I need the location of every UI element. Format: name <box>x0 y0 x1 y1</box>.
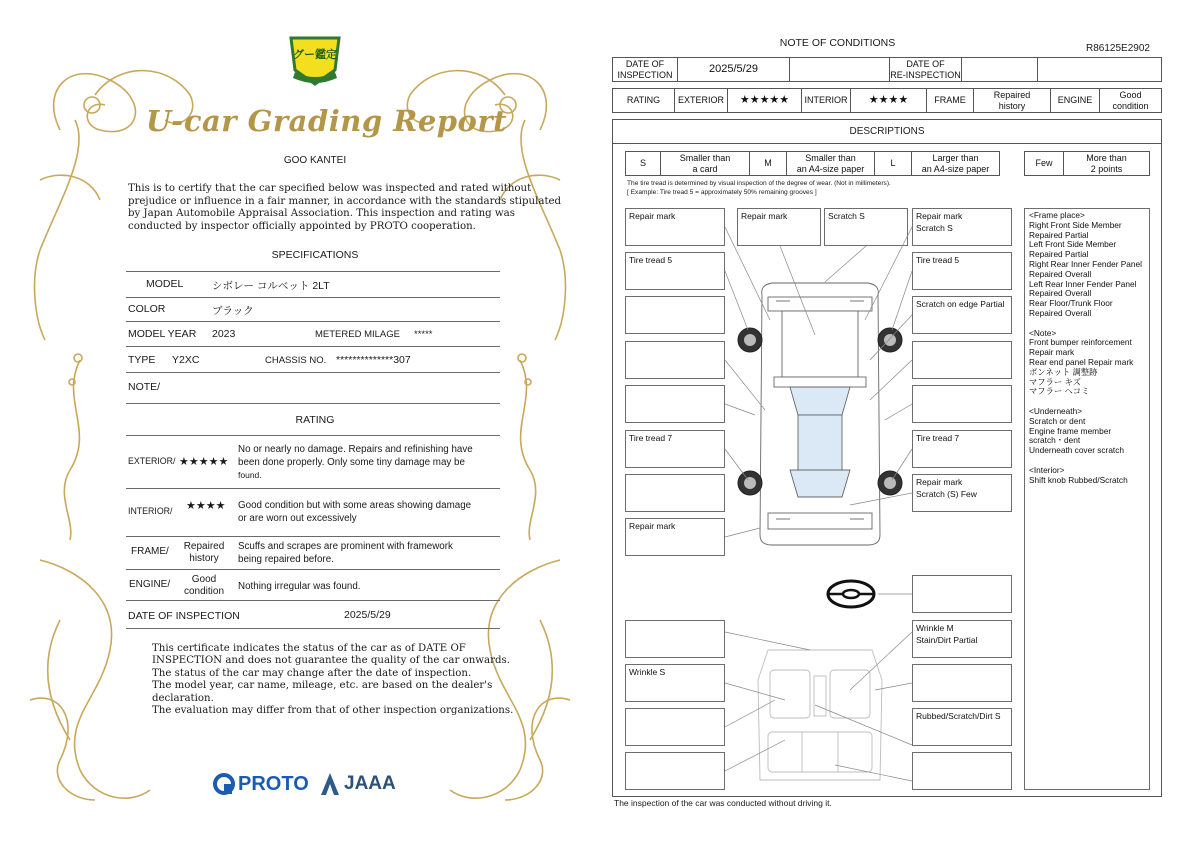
mileage-label: METERED MILAGE <box>315 329 400 340</box>
frame-value <box>176 541 232 565</box>
note-line: Underneath cover scratch <box>1029 445 1125 456</box>
reinspection-label-line: DATE OF <box>906 59 945 69</box>
footer-line: This certificate indicates the status of the car as of DATE OF <box>152 643 466 654</box>
box-line: Stain/Dirt Partial <box>916 634 978 645</box>
exterior-stars-cell: ★★★★★ <box>727 88 802 113</box>
frame-label: FRAME/ <box>131 546 169 557</box>
divider <box>126 488 500 489</box>
legend-line: an A4-size paper <box>796 163 865 174</box>
report-subtitle: GOO KANTEI <box>283 155 347 166</box>
color-label: COLOR <box>128 303 166 315</box>
divider <box>126 372 500 373</box>
intro-text <box>128 183 562 233</box>
box-line: Tire tread 5 <box>916 255 960 265</box>
legend-line: a card <box>692 163 718 174</box>
desc-line: found. <box>238 470 262 480</box>
model-year-label: MODEL YEAR <box>128 328 197 340</box>
note-line: Left Front Side Member <box>1029 239 1117 250</box>
exterior-description <box>238 444 503 482</box>
footer-line: The status of the car may change after the date of inspection. <box>152 667 472 679</box>
box-line: Repair mark <box>629 211 676 221</box>
desc-line: Good condition but with some areas showing damage <box>238 500 472 511</box>
footer-line: The evaluation may differ from that of other inspection organizations. <box>152 705 514 717</box>
note-line: Engine frame member <box>1029 425 1112 436</box>
proto-mark-icon <box>212 772 236 796</box>
note-line: scratch・dent <box>1029 435 1081 446</box>
legend-line: Smaller than <box>805 153 856 163</box>
legend-line: an A4-size paper <box>921 163 990 174</box>
box-line: Wrinkle S <box>629 667 666 677</box>
tire-note-line: The tire tread is determined by visual inspection of the degree of wear. (Not in millimeters). <box>627 180 891 187</box>
intro-line: conducted by inspector officially appointed by PROTO cooperation. <box>128 220 476 232</box>
exterior-label-cell: EXTERIOR <box>674 88 728 113</box>
badge-text: グー鑑定 <box>293 48 337 61</box>
divider <box>126 346 500 347</box>
certificate-footer <box>152 643 512 717</box>
interior-label: INTERIOR/ <box>128 506 173 516</box>
type-label: TYPE <box>128 354 156 366</box>
note-line: マフラー ヘコミ <box>1029 386 1090 397</box>
legend-key-s: S <box>625 151 661 176</box>
divider <box>126 297 500 298</box>
few-line: 2 points <box>1090 163 1123 174</box>
intro-line: prejudice or influence in a fair manner, in accordance with the standards stipulated <box>128 195 562 207</box>
frame-value-line: Repaired <box>993 90 1031 100</box>
legend-line: Smaller than <box>679 153 731 163</box>
note-line: Shift knob Rubbed/Scratch <box>1029 474 1128 485</box>
desc-line: been done properly. Only some tiny damage may be <box>238 456 465 468</box>
box-line: Repair mark <box>916 211 963 221</box>
box-line: Wrinkle M <box>916 623 954 633</box>
type-value: Y2XC <box>172 354 200 366</box>
frame-description <box>238 541 503 566</box>
goo-kantei-badge <box>287 32 343 88</box>
report-id: R86125E2902 <box>1086 43 1150 54</box>
interior-description <box>238 500 503 525</box>
exterior-label: EXTERIOR/ <box>128 456 176 466</box>
footer-line: declaration. <box>152 692 214 704</box>
divider <box>126 435 500 436</box>
desc-line: Scuffs and scrapes are prominent with framework <box>238 541 453 552</box>
date-label: DATE OF INSPECTION <box>128 610 240 622</box>
footer-line: The model year, car name, mileage, etc. are based on the dealer's <box>152 680 493 692</box>
divider <box>126 569 500 570</box>
divider <box>126 536 500 537</box>
note-line: Rear Floor/Trunk Floor <box>1029 298 1113 309</box>
note-line: Repaired Overall <box>1029 288 1092 299</box>
date-label-line: DATE OF <box>625 59 665 69</box>
note-line: <Interior> <box>1029 464 1065 475</box>
note-line: <Note> <box>1029 327 1057 338</box>
box-line: Repair mark <box>916 477 963 487</box>
note-line: Right Rear Inner Fender Panel <box>1029 258 1142 269</box>
note-line: Left Rear Inner Fender Panel <box>1029 278 1137 289</box>
descriptions-heading: DESCRIPTIONS <box>849 126 925 137</box>
engine-description: Nothing irregular was found. <box>238 581 361 592</box>
note-line: <Frame place> <box>1029 210 1085 220</box>
interior-stars-cell: ★★★★ <box>850 88 927 113</box>
note-line: マフラー キズ <box>1029 376 1081 387</box>
date-value: 2025/5/29 <box>344 609 391 621</box>
box-line: Repair mark <box>741 211 788 221</box>
desc-line: or are worn out excessively <box>238 512 357 524</box>
frame-value-line: history <box>998 100 1026 111</box>
note-line: Repaired Overall <box>1029 307 1092 318</box>
note-line: Right Front Side Member <box>1029 219 1122 230</box>
tire-note-line: [ Example: Tire tread 5 = approximately 50% remaining grooves ] <box>627 188 817 196</box>
box-line: Repair mark <box>629 521 676 531</box>
engine-label-cell: ENGINE <box>1050 88 1100 113</box>
engine-label: ENGINE/ <box>129 579 171 590</box>
note-line: Scratch or dent <box>1029 415 1086 426</box>
note-line: Front bumper reinforcement <box>1029 337 1132 348</box>
few-label-cell: Few <box>1024 151 1064 176</box>
box-line: Tire tread 5 <box>629 255 673 265</box>
chassis-label: CHASSIS NO. <box>265 355 327 366</box>
frame-value-line: history <box>189 553 219 564</box>
box-line: Scratch (S) Few <box>916 488 977 499</box>
box-line: Scratch S <box>828 211 865 221</box>
engine-value-line: Good <box>191 574 217 585</box>
divider <box>126 628 500 629</box>
interior-stars: ★★★★ <box>186 499 226 512</box>
engine-value <box>176 574 232 598</box>
divider <box>126 271 500 272</box>
box-line: Scratch on edge Partial <box>916 299 1005 309</box>
note-line: Repaired Overall <box>1029 268 1092 279</box>
note-label: NOTE/ <box>128 381 161 393</box>
desc-line: No or nearly no damage. Repairs and refinishing have <box>238 444 473 455</box>
note-line: Repair mark <box>1029 347 1075 358</box>
model-value: シボレー コルベット 2LT <box>212 280 330 292</box>
box-line: Tire tread 7 <box>916 433 960 443</box>
note-line: Repaired Partial <box>1029 229 1089 240</box>
few-line: More than <box>1086 153 1127 163</box>
engine-value-line: Good <box>1119 90 1142 100</box>
note-of-conditions <box>600 0 1200 848</box>
footer-line: INSPECTION and does not guarantee the quality of the car onwards. <box>152 655 510 667</box>
divider <box>126 600 500 601</box>
specifications-heading: SPECIFICATIONS <box>271 249 359 261</box>
divider <box>126 321 500 322</box>
rating-heading: RATING <box>295 414 335 426</box>
jaaa-mark-icon <box>320 772 340 796</box>
model-year-value: 2023 <box>212 328 236 340</box>
report-title: U-car Grading Report <box>146 104 508 138</box>
date-label-line: INSPECTION <box>617 69 673 80</box>
jaaa-logo-text: JAAA <box>344 773 396 794</box>
jaaa-logo <box>320 770 396 798</box>
intro-line: by Japan Automobile Appraisal Association. This inspection and rating was <box>128 208 515 220</box>
mileage-value: ***** <box>414 329 433 340</box>
engine-value-line: condition <box>1112 100 1149 111</box>
box-line: Tire tread 7 <box>629 433 673 443</box>
legend-key-m: M <box>749 151 787 176</box>
rating-label-cell: RATING <box>612 88 675 113</box>
proto-logo <box>212 770 309 798</box>
note-line: Repaired Partial <box>1029 249 1089 260</box>
legend-key-l: L <box>874 151 912 176</box>
leader-lines <box>600 0 1200 848</box>
box-line: Scratch S <box>916 222 953 233</box>
desc-line: being repaired before. <box>238 553 334 565</box>
frame-label-cell: FRAME <box>926 88 974 113</box>
legend-line: Larger than <box>932 153 979 163</box>
frame-value-line: Repaired <box>183 541 225 552</box>
engine-value-line: condition <box>183 586 225 597</box>
note-line: Rear end panel Repair mark <box>1029 356 1134 367</box>
model-label: MODEL <box>146 278 184 290</box>
exterior-stars: ★★★★★ <box>179 455 229 468</box>
inspection-footer-note: The inspection of the car was conducted without driving it. <box>614 798 832 808</box>
box-line: Rubbed/Scratch/Dirt S <box>916 711 1001 721</box>
note-line: ボンネット 調整跡 <box>1029 366 1098 377</box>
intro-line: This is to certify that the car specified below was inspected and rated without <box>128 183 532 194</box>
chassis-value: **************307 <box>336 354 411 366</box>
interior-label-cell: INTERIOR <box>801 88 851 113</box>
divider <box>126 403 500 404</box>
proto-logo-text: PROTO <box>238 772 309 795</box>
conditions-title: NOTE OF CONDITIONS <box>779 37 896 49</box>
date-value-cell: 2025/5/29 <box>677 57 790 82</box>
note-line: <Underneath> <box>1029 405 1083 416</box>
reinspection-label-line: RE-INSPECTION <box>890 69 961 80</box>
color-value: ブラック <box>212 305 254 317</box>
